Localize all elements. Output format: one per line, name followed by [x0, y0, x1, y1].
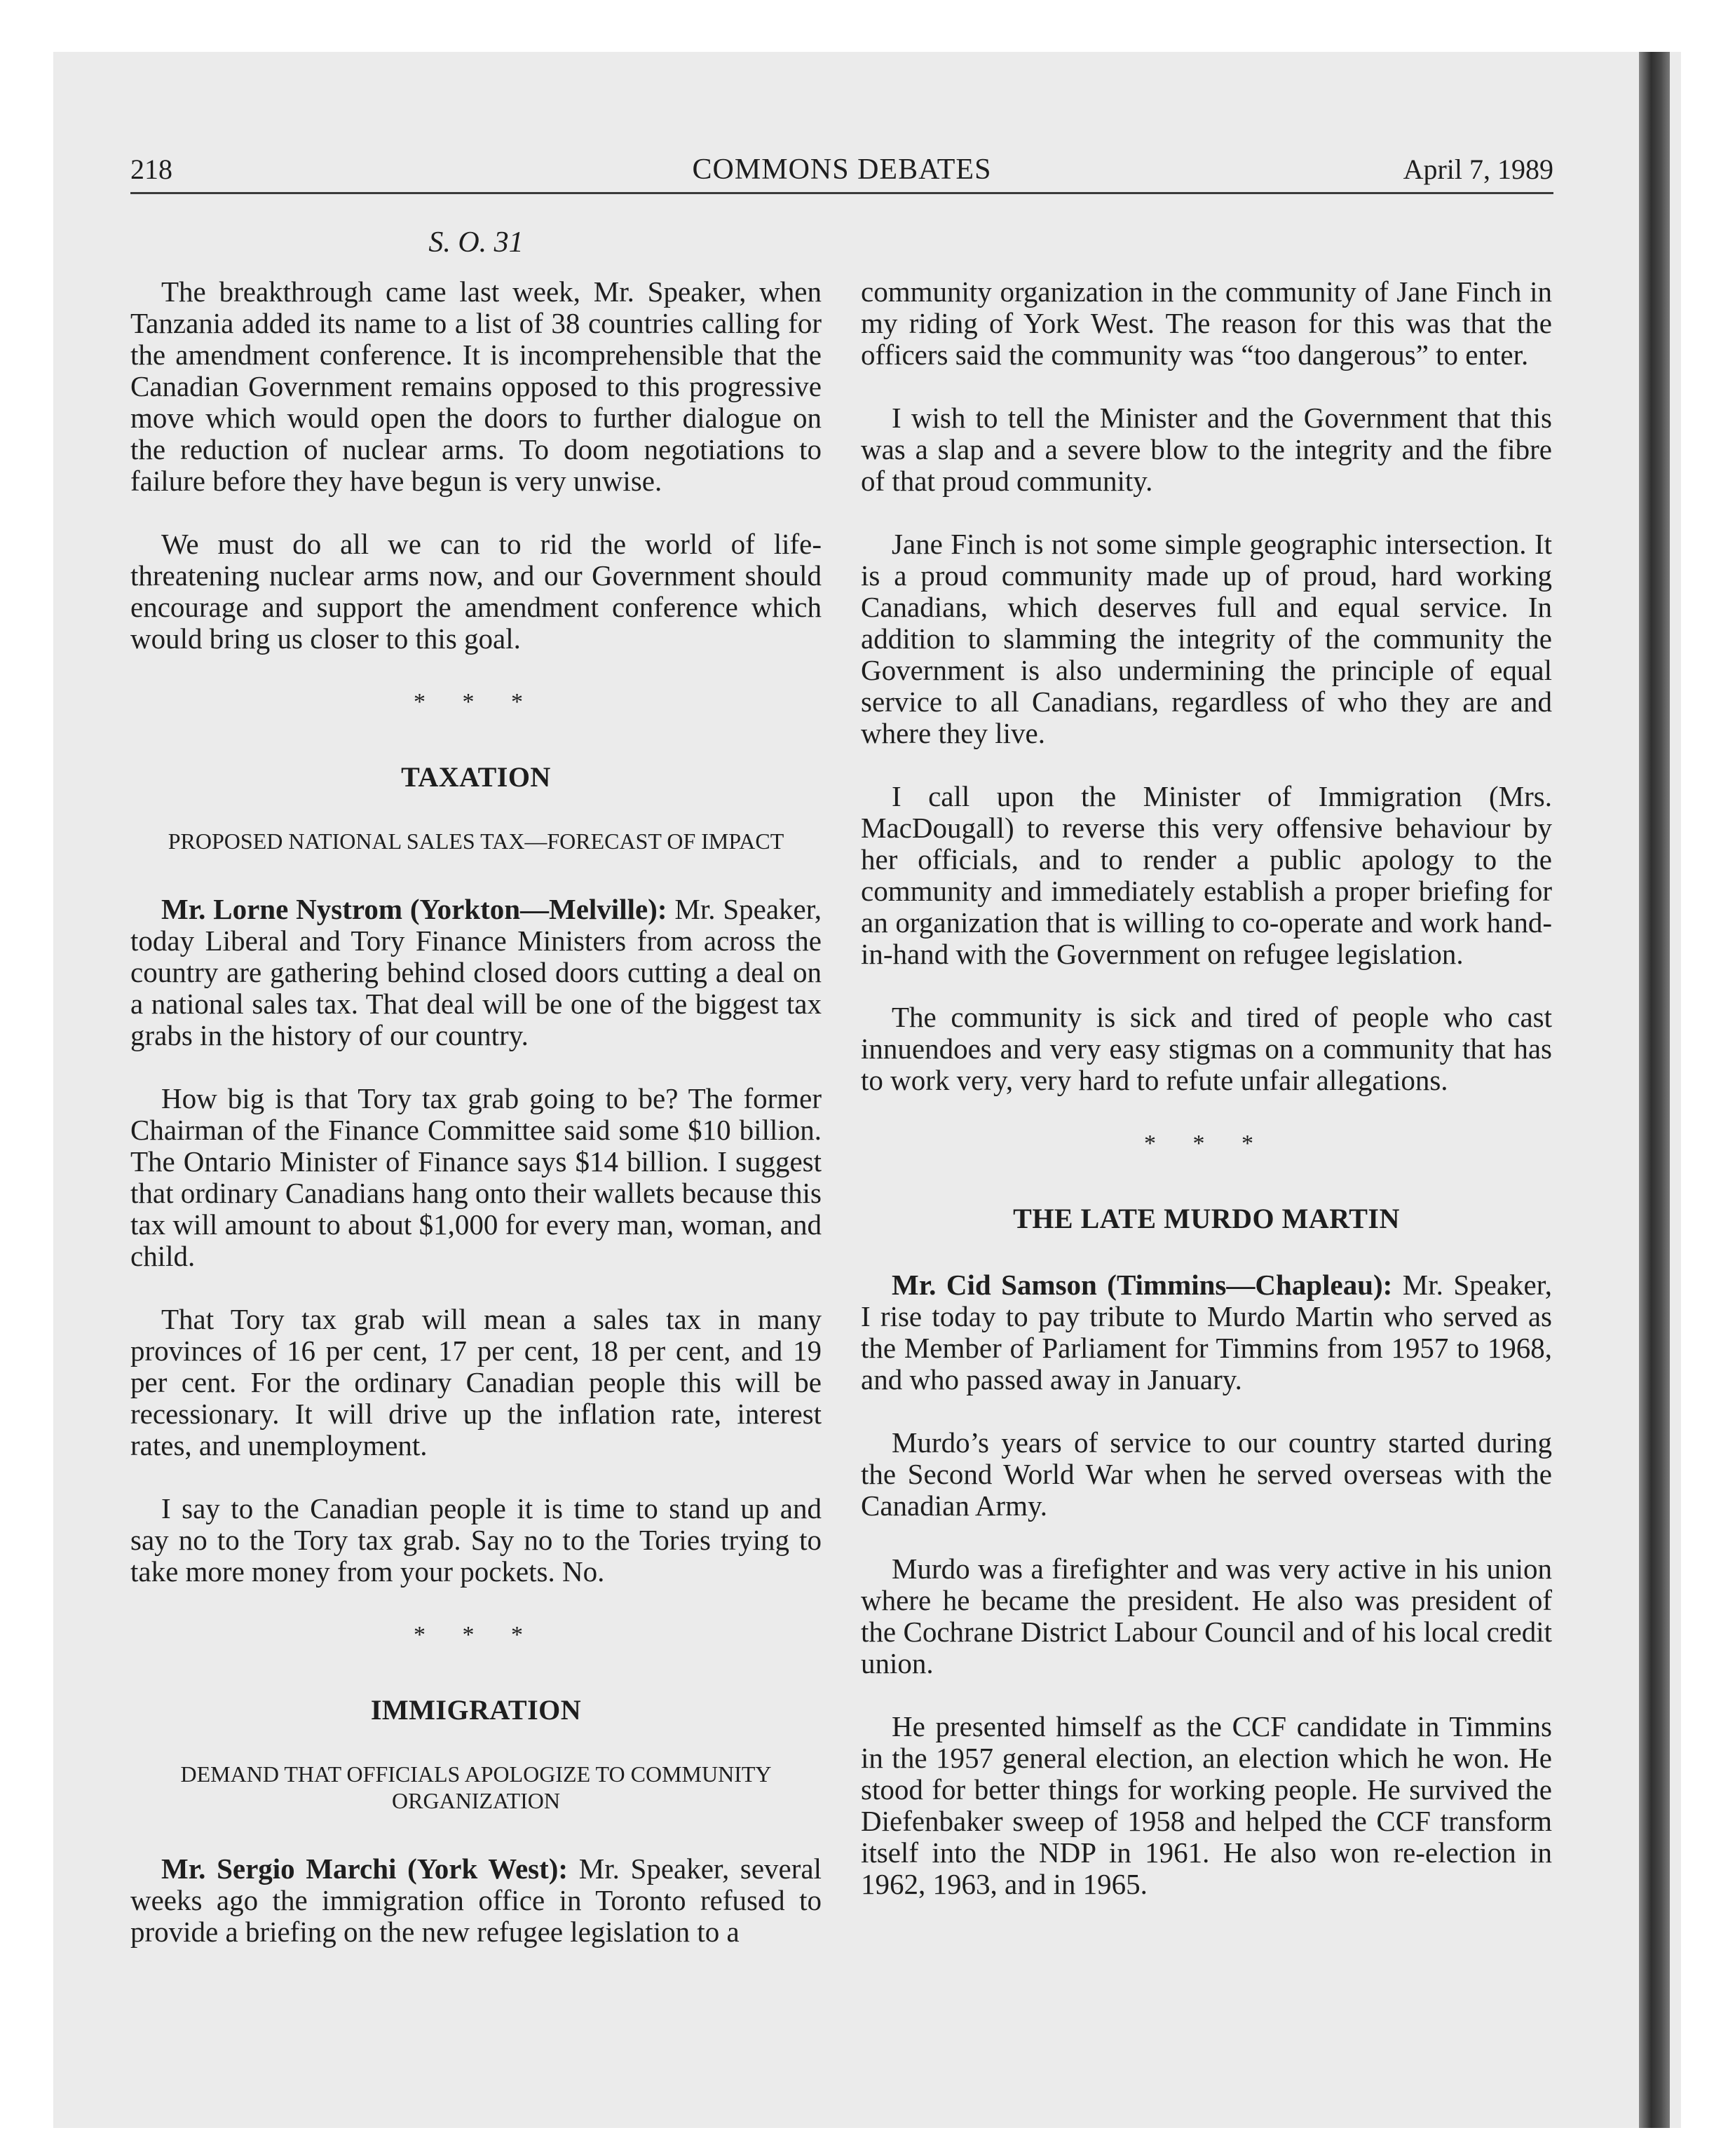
paragraph: Murdo’s years of service to our country started during the Second World War when he served overseas with the Canadian Army.	[861, 1426, 1552, 1522]
section-separator: * * *	[414, 689, 538, 715]
paragraph: I wish to tell the Minister and the Government that this was a slap and a severe blow to the integrity and the fibre of that proud community.	[861, 402, 1552, 497]
paragraph: We must do all we can to rid the world of life-threatening nuclear arms now, and our Government should encourage and support the amendment conference which would bring us closer to this goal.	[130, 528, 822, 655]
page-header	[130, 149, 1553, 194]
paragraph: That Tory tax grab will mean a sales tax in many provinces of 16 per cent, 17 per cent, 18 per cent, and 19 per cent. For the ordinary Canadian people this will be recessionary. It will drive up the inflation rate, interest rates, and unemployment.	[130, 1303, 822, 1461]
speech-nystrom	[130, 894, 822, 1051]
publication-title: COMMONS DEBATES	[692, 153, 992, 186]
paragraph: The community is sick and tired of people who cast innuendoes and very easy stigmas on a community that has to work very, very hard to refute unfair allegations.	[861, 1001, 1552, 1096]
paragraph: He presented himself as the CCF candidate in Timmins in the 1957 general election, an election which he won. He stood for better things for working people. He survived the Diefenbaker sweep of 1958 and helped the CCF transform itself into the NDP in 1961. He also won re-election in 1962, 1963, and in 1965.	[861, 1710, 1552, 1900]
paragraph: Murdo was a firefighter and was very active in his union where he became the president. He also was president of the Cochrane District Labour Council and of his local credit union.	[861, 1553, 1552, 1679]
speech-text: Mr. Speaker, today Liberal and Tory Finance Ministers from across the country are gathering behind closed doors cutting a deal on a national sales tax. That deal will be one of the biggest tax grabs in the history of our country.	[130, 893, 822, 1051]
speaker-name: Mr. Sergio Marchi (York West):	[161, 1853, 569, 1885]
speech-samson	[861, 1269, 1552, 1396]
subheading-apology: DEMAND THAT OFFICIALS APOLOGIZE TO COMMUNITY ORGANIZATION	[180, 1761, 772, 1813]
page-date: April 7, 1989	[1403, 153, 1553, 185]
paragraph: Jane Finch is not some simple geographic intersection. It is a proud community made up of proud, hard working Canadians, which deserves full and equal service. In addition to slamming the integrity of the community the Government is also undermining the principle of equal service to all Canadians, regardless of who they are and where they live.	[861, 528, 1552, 749]
section-separator: * * *	[1144, 1131, 1269, 1157]
right-column	[861, 276, 1552, 1932]
page-number: 218	[130, 153, 172, 185]
speaker-name: Mr. Cid Samson (Timmins—Chapleau):	[892, 1269, 1393, 1301]
speech-text: Mr. Speaker, I rise today to pay tribute to Murdo Martin who served as the Member of Parliament for Timmins from 1957 to 1968, and who passed away in January.	[861, 1269, 1552, 1396]
left-column	[130, 276, 822, 1979]
section-heading-murdo-martin: THE LATE MURDO MARTIN	[1013, 1203, 1400, 1234]
paragraph: How big is that Tory tax grab going to be? The former Chairman of the Finance Committee said some $10 billion. The Ontario Minister of Finance says $14 billion. I suggest that ordinary Canadians hang onto their wallets because this tax will amount to about $1,000 for every man, woman, and child.	[130, 1082, 822, 1272]
subheading-sales-tax: PROPOSED NATIONAL SALES TAX—FORECAST OF IMPACT	[168, 828, 784, 854]
speaker-name: Mr. Lorne Nystrom (Yorkton—Melville):	[161, 893, 667, 925]
speech-marchi	[130, 1853, 822, 1948]
section-heading-immigration: IMMIGRATION	[370, 1694, 582, 1726]
section-heading-taxation: TAXATION	[401, 761, 551, 793]
paragraph: The breakthrough came last week, Mr. Speaker, when Tanzania added its name to a list of 38 countries calling for the amendment conference. It is incomprehensible that the Canadian Government remains opposed to this progressive move which would open the doors to further dialogue on the reduction of nuclear arms. To doom negotiations to failure before they have begun is very unwise.	[130, 275, 822, 497]
paragraph: I call upon the Minister of Immigration (Mrs. MacDougall) to reverse this very offensive behaviour by her officials, and to render a public apology to the community and immediately establish a proper briefing for an organization that is willing to co-operate and work hand-in-hand with the Government on refugee legislation.	[861, 780, 1552, 970]
page-binding-edge	[1639, 52, 1670, 2128]
section-label: S. O. 31	[428, 226, 524, 259]
paragraph-continued: community organization in the community of Jane Finch in my riding of York West. The reason for this was that the officers said the community was “too dangerous” to enter.	[861, 275, 1552, 371]
speech-text: Mr. Speaker, several weeks ago the immigration office in Toronto refused to provide a briefing on the new refugee legislation to a	[130, 1853, 822, 1948]
paragraph: I say to the Canadian people it is time to stand up and say no to the Tory tax grab. Say no to the Tories trying to take more money from your pockets. No.	[130, 1492, 822, 1588]
section-separator: * * *	[414, 1622, 538, 1648]
